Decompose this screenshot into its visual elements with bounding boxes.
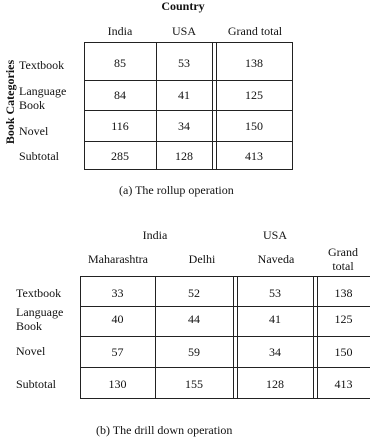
- row-label-textbook: Textbook: [16, 286, 62, 300]
- table-cell: 150: [245, 119, 263, 133]
- table-cell: 44: [188, 312, 200, 326]
- row-label-language-book: Language Book: [19, 84, 67, 112]
- table-cell: 285: [111, 149, 129, 163]
- country-header: Country: [161, 0, 205, 13]
- table-cell: 34: [178, 119, 190, 133]
- column-header-delhi: Delhi: [188, 252, 216, 266]
- table-cell: 138: [245, 56, 263, 70]
- row-label-novel: Novel: [16, 344, 46, 358]
- table-cell: 128: [266, 377, 284, 391]
- column-header-maharashtra: Maharashtra: [88, 252, 148, 266]
- row-label-textbook: Textbook: [19, 58, 65, 72]
- drilldown-caption: (b) The drill down operation: [96, 423, 233, 437]
- table-cell: 150: [334, 345, 353, 359]
- book-categories-label: Book Categories: [3, 59, 17, 145]
- table-cell: 84: [114, 88, 126, 102]
- column-header-usa: USA: [171, 24, 196, 38]
- table-cell: 413: [245, 149, 263, 163]
- table-cell: 125: [245, 88, 263, 102]
- group-header-usa: USA: [262, 228, 287, 242]
- table-cell: 59: [188, 345, 200, 359]
- table-cell: 57: [111, 345, 124, 359]
- column-header-grand-total: Grand total: [328, 245, 358, 273]
- table-cell: 155: [185, 377, 203, 391]
- row-label-language-book: Language Book: [16, 305, 64, 333]
- row-label-subtotal: Subtotal: [19, 149, 60, 163]
- table-cell: 41: [269, 312, 281, 326]
- table-cell: 413: [334, 377, 353, 391]
- row-label-subtotal: Subtotal: [16, 377, 57, 391]
- column-header-naveda: Naveda: [257, 252, 295, 266]
- table-cell: 85: [114, 56, 126, 70]
- column-header-india: India: [107, 24, 133, 38]
- table-cell: 52: [188, 286, 200, 300]
- table-cell: 41: [178, 88, 190, 102]
- table-cell: 128: [175, 149, 193, 163]
- table-cell: 34: [269, 345, 281, 359]
- column-header-grand-total: Grand total: [227, 24, 283, 38]
- table-cell: 125: [334, 312, 353, 326]
- table-cell: 138: [334, 286, 353, 300]
- table-cell: 33: [111, 286, 124, 300]
- row-label-novel: Novel: [19, 124, 49, 138]
- table-cell: 116: [111, 119, 129, 133]
- group-header-india: India: [142, 228, 168, 242]
- table-cell: 40: [111, 312, 124, 326]
- table-cell: 53: [269, 286, 281, 300]
- table-cell: 53: [178, 56, 190, 70]
- table-cell: 130: [108, 377, 127, 391]
- rollup-caption: (a) The rollup operation: [119, 183, 234, 197]
